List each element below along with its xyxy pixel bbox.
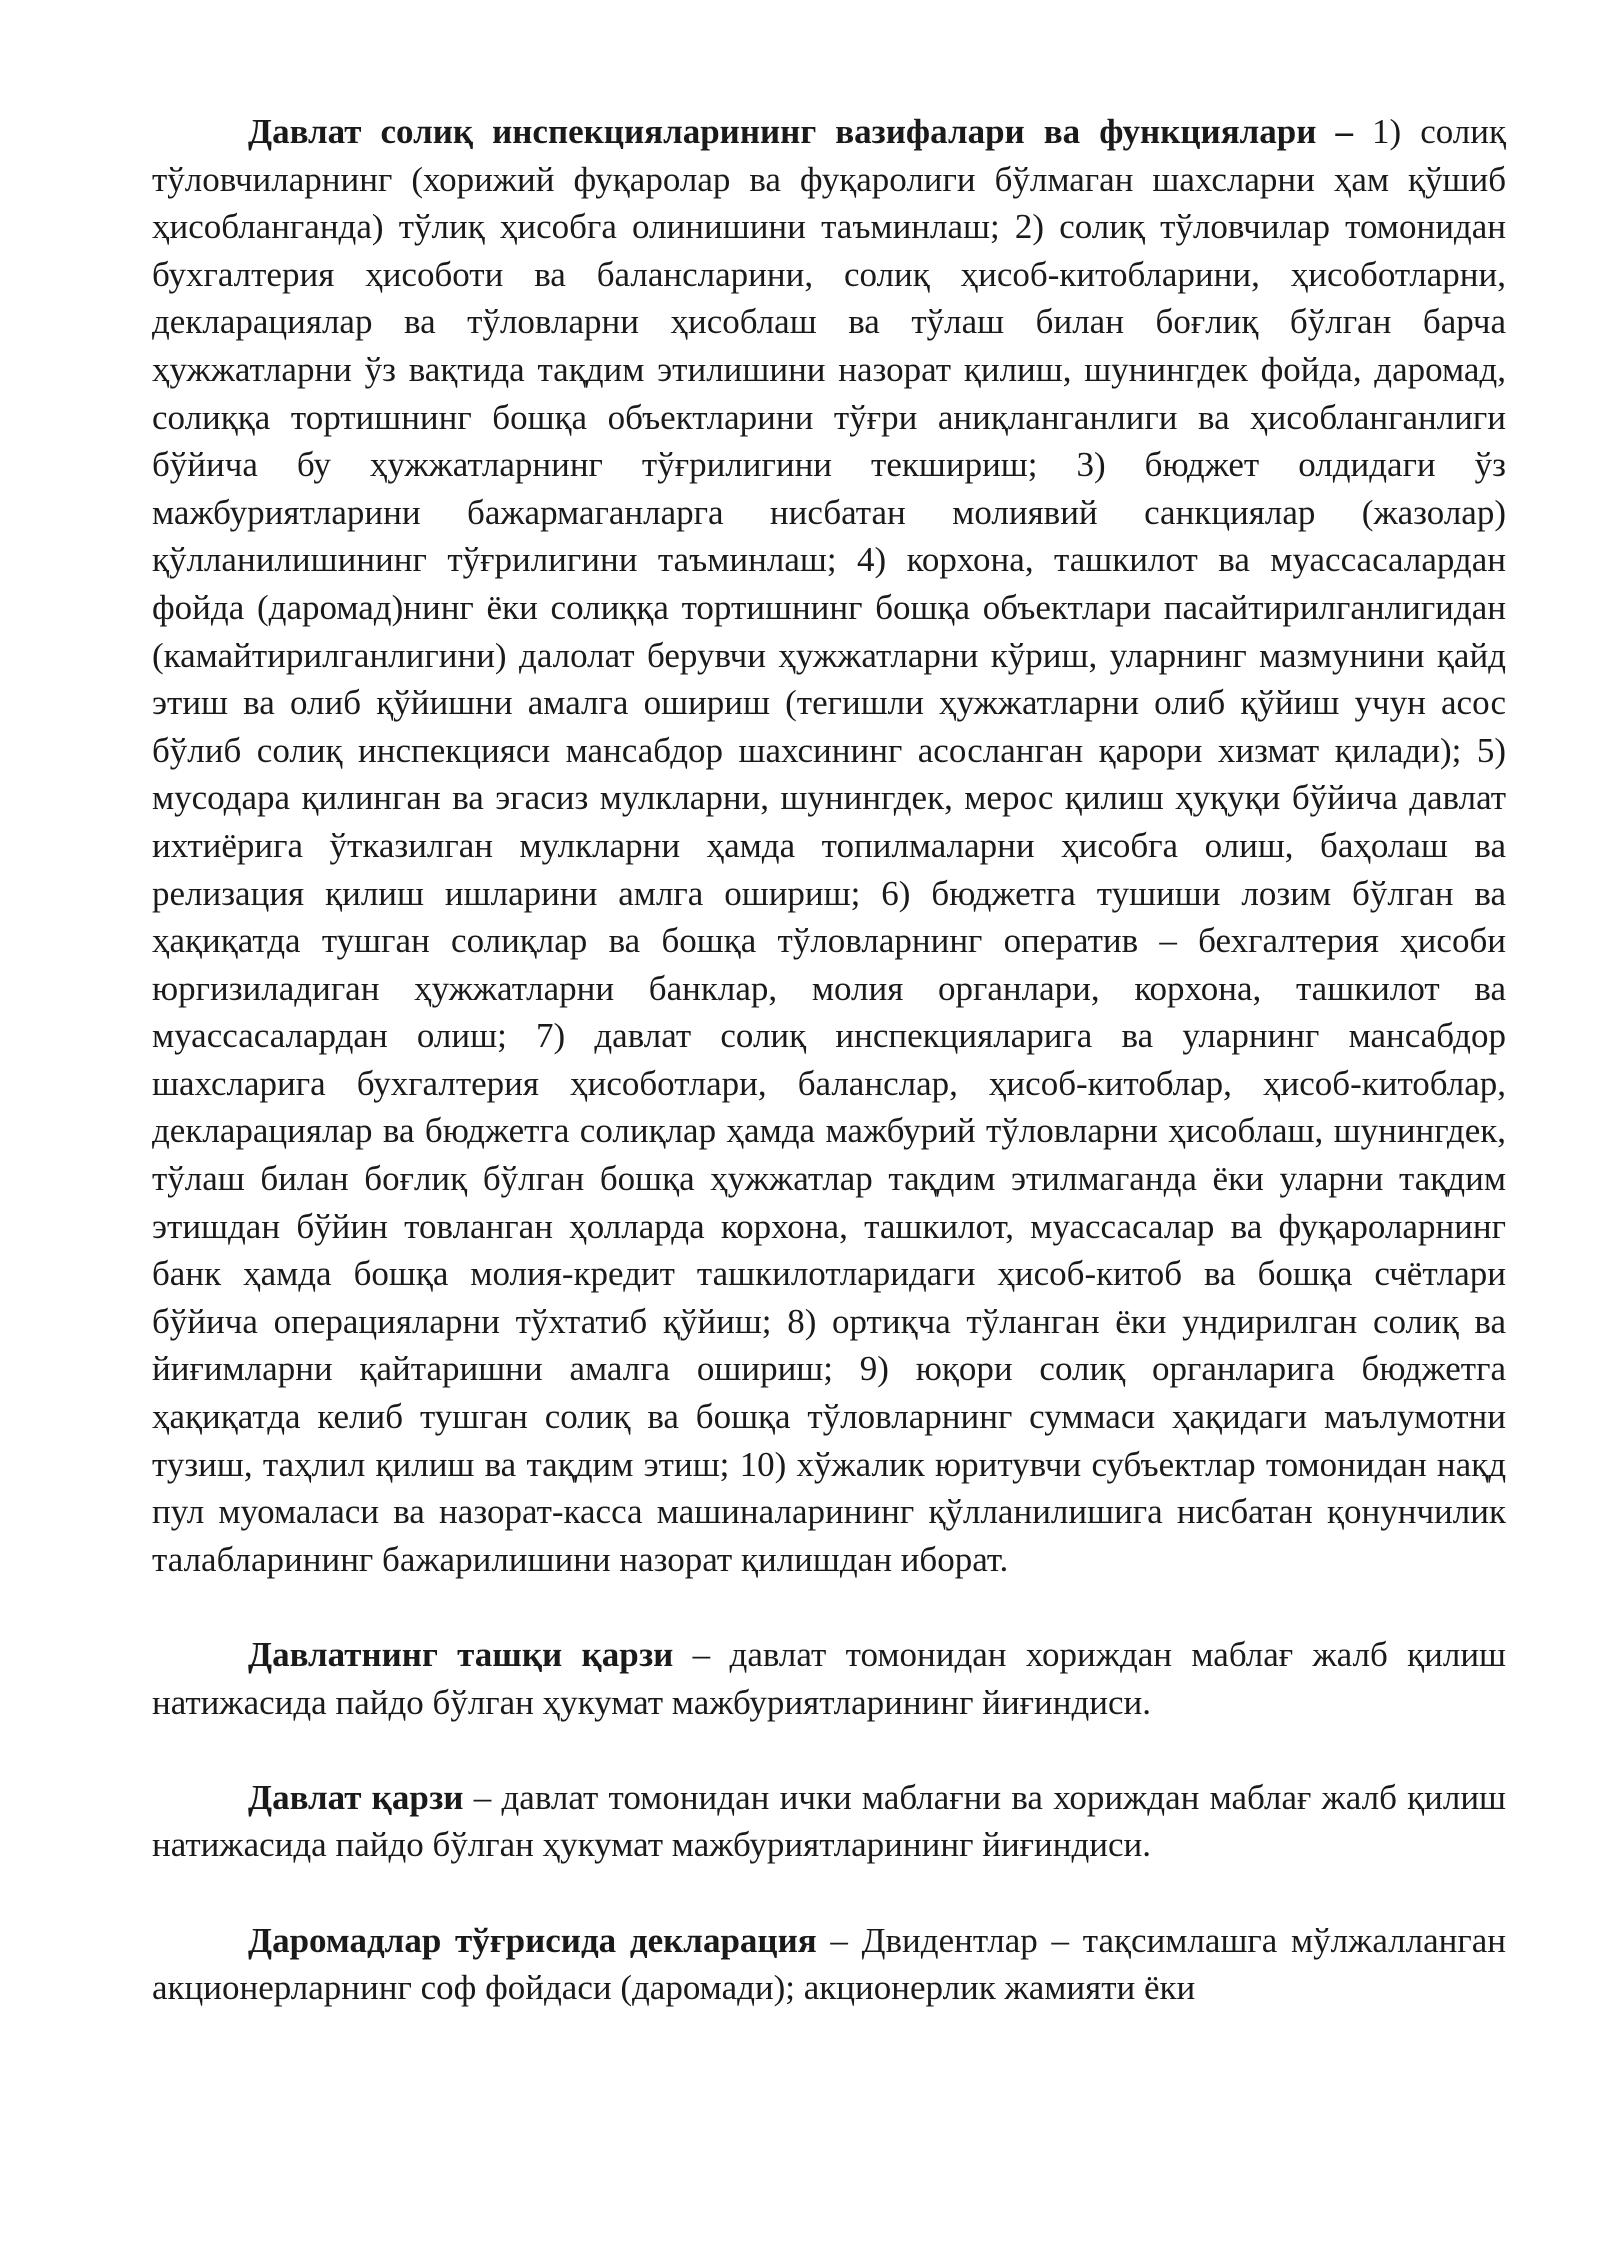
glossary-term: Давлат қарзи: [248, 1777, 464, 1817]
glossary-term: Давлат солиқ инспекцияларининг вазифалари ва функциялари –: [248, 112, 1353, 151]
glossary-definition: 1) солиқ тўловчиларнинг (хорижий фуқаролар ва фуқаролиги бўлмаган шахсларни ҳам қўшиб ҳисобланганда) тўлиқ ҳисобга олинишини таъминлаш; 2) солиқ тўловчилар томонидан бухгалтерия ҳисоботи ва балансларини, солиқ ҳисоб-китобларини, ҳисоботларни, декларациялар ва тўловларни ҳисоблаш ва тўлаш билан боғлиқ бўлган барча ҳужжатларни ўз вақтида тақдим этилишини назорат қилиш, шунингдек фойда, даромад, солиққа тортишнинг бошқа объектларини тўғри аниқланганлиги ва ҳисобланганлиги бўйича бу ҳужжатларнинг тўғрилигини текшириш; 3) бюджет олдидаги ўз мажбуриятларини бажармаганларга нисбатан молиявий санкциялар (жазолар) қўлланилишининг тўғрилигини таъминлаш; 4) корхона, ташкилот ва муассасалардан фойда (даромад)нинг ёки солиққа тортишнинг бошқа объектлари пасайтирилганлигидан (камайтирилганлигини) далолат берувчи ҳужжатларни кўриш, уларнинг мазмунини қайд этиш ва олиб қўйишни амалга ошириш (тегишли ҳужжатларни олиб қўйиш учун асос бўлиб солиқ инспекцияси мансабдор шахсининг асосланган қарори хизмат қилади); 5) мусодара қилинган ва эгасиз мулкларни, шунингдек, мерос қилиш ҳуқуқи бўйича давлат ихтиёрига ўтказилган мулкларни ҳамда топилмаларни ҳисобга олиш, баҳолаш ва релизация қилиш ишларини амлга ошириш; 6) бюджетга тушиши лозим бўлган ва ҳақиқатда тушган солиқлар ва бошқа тўловларнинг оператив – бехгалтерия ҳисоби юргизиладиган ҳужжатларни банклар, молия органлари, корхона, ташкилот ва муассасалардан олиш; 7) давлат солиқ инспекцияларига ва уларнинг мансабдор шахсларига бухгалтерия ҳисоботлари, баланслар, ҳисоб-китоблар, ҳисоб-китоблар, декларациялар ва бюджетга солиқлар ҳамда мажбурий тўловларни ҳисоблаш, шунингдек, тўлаш билан боғлиқ бўлган бошқа ҳужжатлар тақдим этилмаганда ёки уларни тақдим этишдан бўйин товланган ҳолларда корхона, ташкилот, муассасалар ва фуқароларнинг банк ҳамда бошқа молия-кредит ташкилотларидаги ҳисоб-китоб ва бошқа счётлари бўйича операцияларни тўхтатиб қўйиш; 8) ортиқча тўланган ёки ундирилган солиқ ва йиғимларни қайтаришни амалга ошириш; 9) юқори солиқ органларига бюджетга ҳақиқатда келиб тушган солиқ ва бошқа тўловларнинг суммаси ҳақидаги маълумотни тузиш, таҳлил қилиш ва тақдим этиш; 10) хўжалик юритувчи субъектлар томонидан нақд пул муомаласи ва назорат-касса машиналарининг қўлланилишига нисбатан қонунчилик талабларининг бажарилишини назорат қилишдан иборат.: [152, 112, 1506, 1579]
glossary-definition: – Двидентлар – тақсимлашга мўлжалланган акционерларнинг соф фойдаси (даромади); акционерлик жамияти ёки: [152, 1920, 1506, 2008]
glossary-definition: – давлат томонидан ички маблағни ва хориждан маблағ жалб қилиш натижасида пайдо бўлган ҳукумат мажбуриятларининг йиғиндиси.: [152, 1777, 1507, 1865]
glossary-term: Даромадлар тўғрисида декларация: [248, 1920, 817, 1960]
glossary-entry-state-debt: [152, 1774, 1506, 1869]
glossary-entry-income-declaration: [152, 1917, 1506, 2012]
glossary-entry-external-debt: [152, 1631, 1506, 1726]
glossary-term: Давлатнинг ташқи қарзи: [248, 1635, 674, 1674]
glossary-definition: – давлат томонидан хориждан маблағ жалб қилиш натижасида пайдо бўлган ҳукумат мажбуриятларининг йиғиндиси.: [152, 1635, 1506, 1722]
glossary-entry-tax-inspection-functions: [152, 108, 1506, 1583]
